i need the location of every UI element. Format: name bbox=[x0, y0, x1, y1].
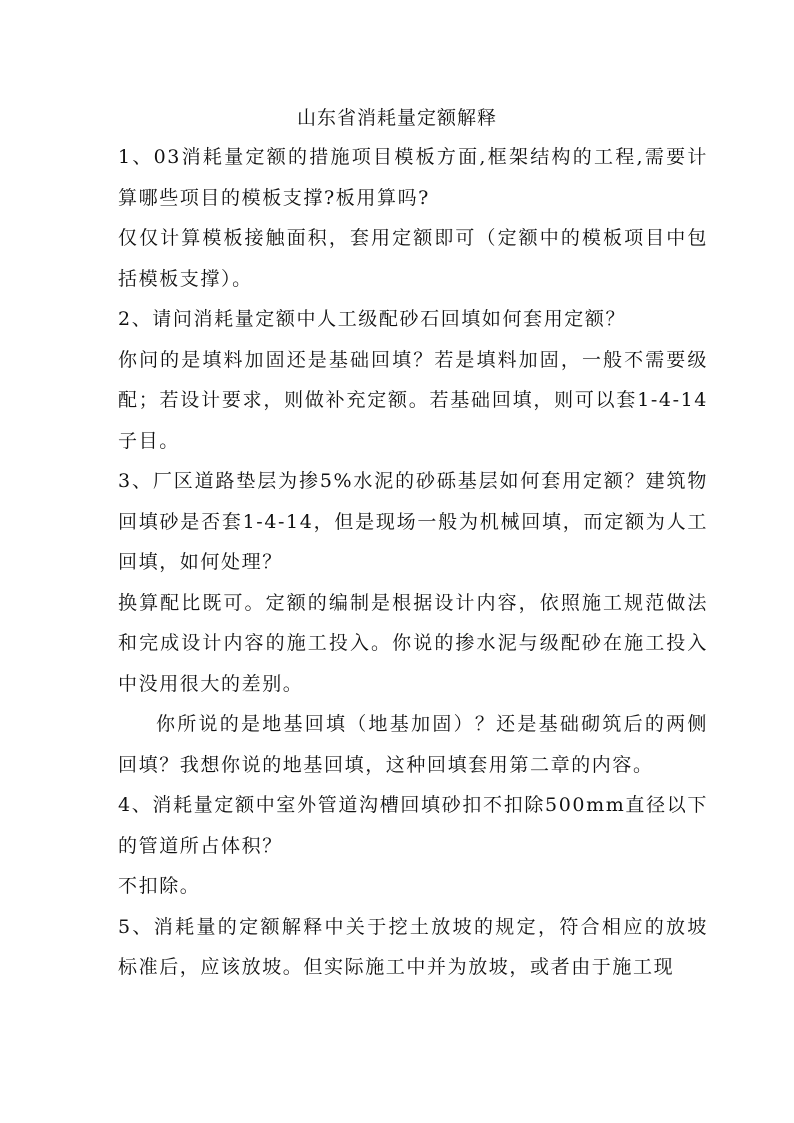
question-5: 5、消耗量的定额解释中关于挖土放坡的规定，符合相应的放坡标准后，应该放坡。但实际施工中并为放坡，或者由于施工现 bbox=[118, 915, 708, 978]
answer-3-note: 你所说的是地基回填（地基加固）？还是基础砌筑后的两侧回填？我想你说的地基回填，这种回填套用第二章的内容。 bbox=[118, 713, 708, 776]
answer-3: 换算配比既可。定额的编制是根据设计内容，依照施工规范做法和完成设计内容的施工投入。你说的掺水泥与级配砂在施工投入中没用很大的差别。 bbox=[118, 591, 708, 695]
answer-1: 仅仅计算模板接触面积，套用定额即可（定额中的模板项目中包括模板支撑）。 bbox=[118, 227, 708, 290]
document-title: 山东省消耗量定额解释 bbox=[296, 107, 497, 129]
question-4: 4、消耗量定额中室外管道沟槽回填砂扣不扣除500mm直径以下的管道所占体积？ bbox=[118, 794, 708, 857]
question-2: 2、请问消耗量定额中人工级配砂石回填如何套用定额？ bbox=[118, 308, 627, 330]
answer-4: 不扣除。 bbox=[118, 875, 201, 897]
document-body bbox=[118, 137, 708, 988]
question-1: 1、03消耗量定额的措施项目模板方面,框架结构的工程,需要计算哪些项目的模板支撑?板用算吗? bbox=[118, 146, 708, 209]
question-3: 3、厂区道路垫层为掺5%水泥的砂砾基层如何套用定额？建筑物回填砂是否套1-4-14，但是现场一般为机械回填，而定额为人工回填，如何处理？ bbox=[118, 470, 708, 573]
answer-2: 你问的是填料加固还是基础回填？若是填料加固，一般不需要级配；若设计要求，则做补充定额。若基础回填，则可以套1-4-14子目。 bbox=[118, 348, 708, 452]
